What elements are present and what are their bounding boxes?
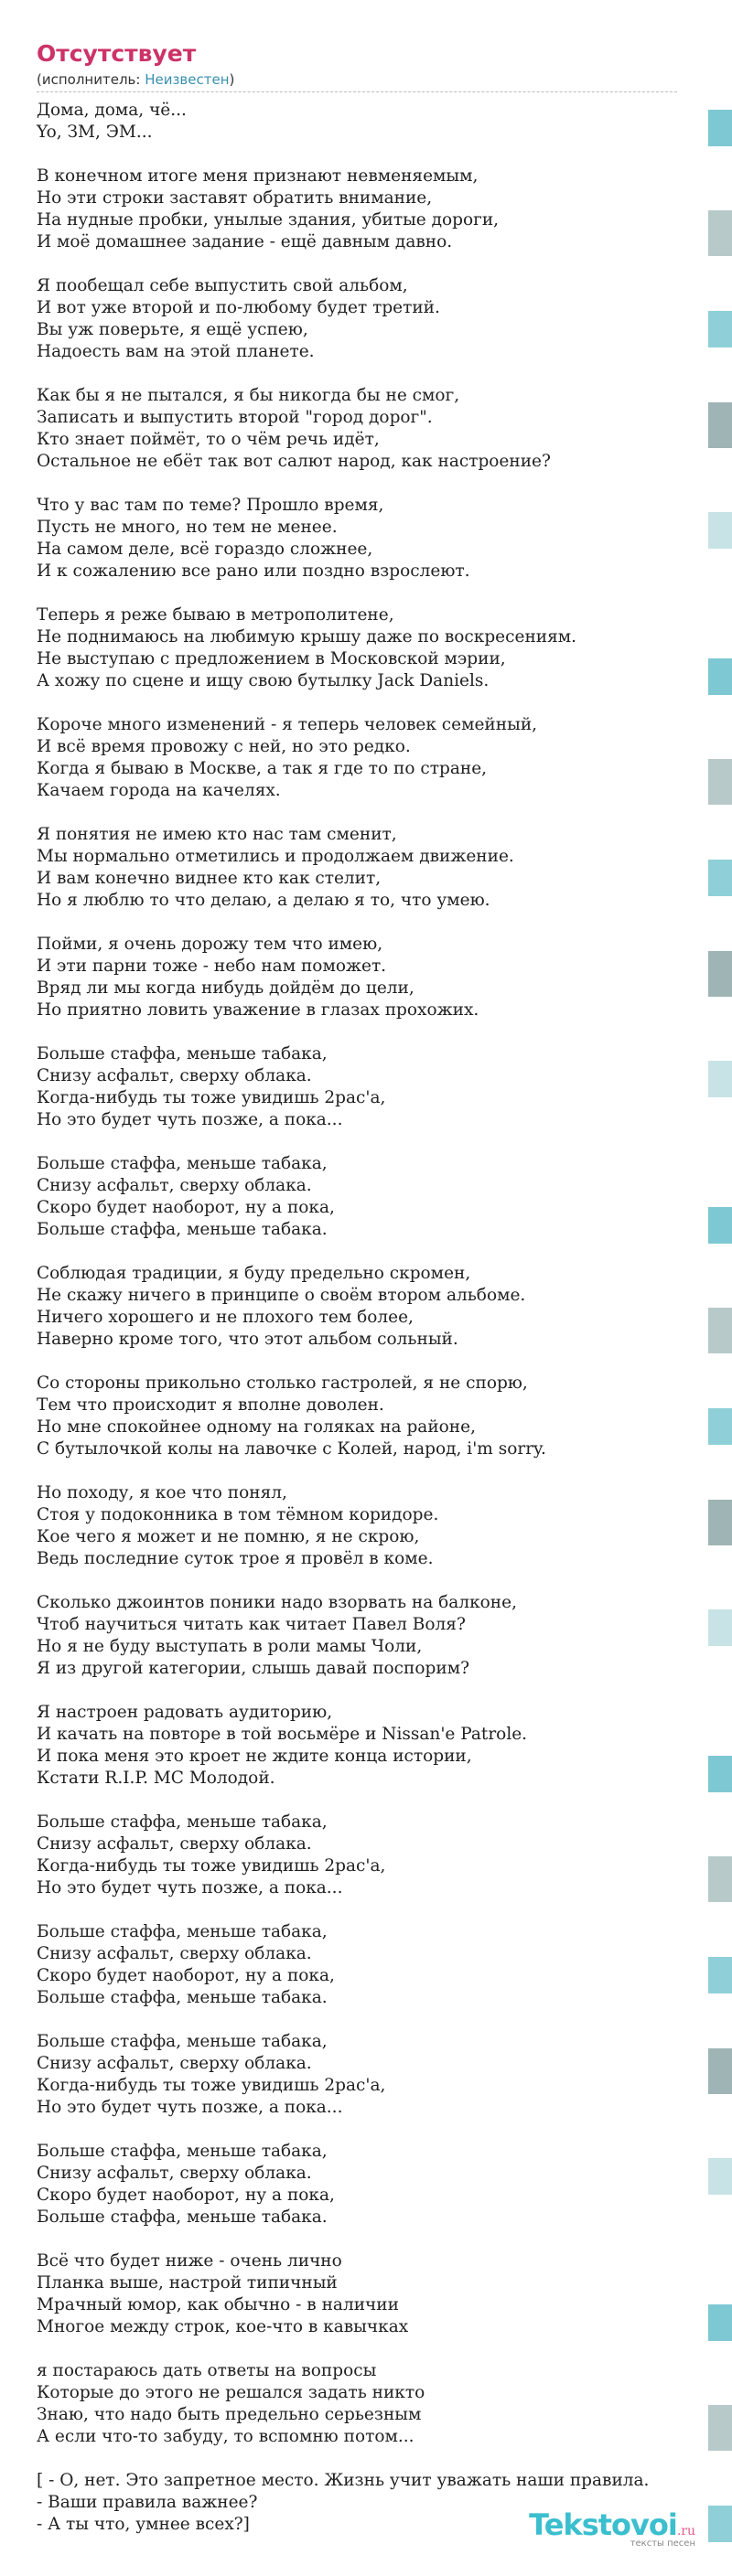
lyric-line: Больше стаффа, меньше табака, — [37, 2142, 328, 2161]
lyric-line: Но мне спокойнее одному на голяках на районе, — [37, 1417, 476, 1437]
lyric-line: Мрачный юмор, как обычно - в наличии — [37, 2295, 399, 2314]
lyric-line: Снизу асфальт, сверху облака. — [37, 1176, 312, 1195]
lyric-line: Когда-нибудь ты тоже увидишь 2рас'а, — [37, 1088, 386, 1107]
lyrics-stanza — [37, 1482, 695, 1570]
lyric-line: Знаю, что надо быть предельно серьезным — [37, 2405, 422, 2424]
lyric-line: Вряд ли мы когда нибудь дойдём до цели, — [37, 978, 414, 998]
artist-suffix: ) — [229, 71, 235, 88]
lyric-line: Кое чего я может и не помню, я не скрою, — [37, 1527, 420, 1546]
lyric-line: Больше стаффа, меньше табака, — [37, 1922, 328, 1941]
lyric-line: [ - О, нет. Это запретное место. Жизнь учит уважать наши правила. — [37, 2471, 650, 2490]
lyric-line: Но это будет чуть позже, а пока... — [37, 1878, 343, 1897]
lyric-line: Дома, дома, чё... — [37, 101, 187, 120]
lyric-line: Скоро будет наоборот, ну а пока, — [37, 1966, 335, 1985]
lyric-line: Снизу асфальт, сверху облака. — [37, 1944, 312, 1963]
lyric-line: Больше стаффа, меньше табака, — [37, 1812, 328, 1832]
lyrics-stanza — [37, 2360, 695, 2448]
logo-subtitle: тексты песен — [630, 2539, 695, 2549]
lyrics-stanza — [37, 2250, 695, 2338]
lyrics-stanza — [37, 1812, 695, 1899]
lyric-line: Короче много изменений - я теперь человек семейный, — [37, 715, 538, 734]
lyric-line: - А ты что, умнее всех?] — [37, 2515, 250, 2534]
title-divider — [37, 91, 677, 92]
lyric-line: Ведь последние суток трое я провёл в коме. — [37, 1549, 434, 1568]
lyric-line: И к сожалению все рано или поздно взрослеют. — [37, 561, 470, 581]
lyric-line: Но это будет чуть позже, а пока... — [37, 1110, 343, 1129]
lyric-line: Больше стаффа, меньше табака. — [37, 2207, 328, 2227]
song-title: Отсутствует — [37, 40, 197, 67]
lyrics-stanza — [37, 604, 695, 692]
lyric-line: Планка выше, настрой типичный — [37, 2273, 338, 2293]
lyric-line: Снизу асфальт, сверху облака. — [37, 2164, 312, 2183]
lyric-line: Но я люблю то что делаю, а делаю я то, что умею. — [37, 891, 490, 910]
logo-domain: .ru — [676, 2524, 695, 2539]
lyric-line: Не поднимаюсь на любимую крышу даже по воскресениям. — [37, 627, 577, 647]
lyrics-stanza — [37, 1373, 695, 1460]
lyric-line: Снизу асфальт, сверху облака. — [37, 2054, 312, 2073]
artist-prefix: (исполнитель: — [37, 71, 145, 88]
lyric-line: И качать на повторе в той восьмёре и Nissan'e Patrole. — [37, 1725, 528, 1744]
lyric-line: Но походу, я кое что понял, — [37, 1483, 287, 1502]
lyrics-stanza — [37, 495, 695, 583]
lyric-line: Но эти строки заставят обратить внимание, — [37, 188, 433, 208]
lyric-line: Я понятия не имею кто нас там сменит, — [37, 825, 397, 844]
lyric-line: Которые до этого не решался задать никто — [37, 2383, 425, 2402]
lyric-line: Когда я бываю в Москве, а так я где то по стране, — [37, 759, 488, 778]
lyric-line: Кстати R.I.P. MC Молодой. — [37, 1769, 275, 1788]
lyrics-stanza — [37, 1263, 695, 1351]
lyrics-body — [37, 100, 695, 2536]
lyric-line: Больше стаффа, меньше табака. — [37, 1220, 328, 1239]
lyric-line: Не выступаю с предложением в Московской мэрии, — [37, 649, 506, 668]
lyric-line: А хожу по сцене и ищу свою бутылку Jack Daniels. — [37, 671, 490, 690]
lyric-line: Больше стаффа, меньше табака, — [37, 1044, 328, 1064]
lyrics-stanza — [37, 1592, 695, 1680]
lyric-line: И пока меня это кроет не ждите конца истории, — [37, 1747, 472, 1766]
lyric-line: Но я не буду выступать в роли мамы Чоли, — [37, 1637, 423, 1656]
lyric-line: Пусть не много, но тем не менее. — [37, 518, 338, 537]
lyric-line: Со стороны прикольно столько гастролей, я не спорю, — [37, 1374, 528, 1393]
lyric-line: На нудные пробки, унылые здания, убитые дороги, — [37, 210, 500, 230]
lyrics-stanza — [37, 824, 695, 912]
lyric-line: Чтоб научиться читать как читает Павел Воля? — [37, 1615, 466, 1634]
lyric-line: Скоро будет наоборот, ну а пока, — [37, 1198, 335, 1217]
lyric-line: Когда-нибудь ты тоже увидишь 2рас'а, — [37, 2076, 386, 2095]
lyric-line: Yo, ЗМ, ЭМ... — [37, 123, 153, 142]
lyric-line: И эти парни тоже - небо нам поможет. — [37, 957, 387, 976]
lyrics-stanza — [37, 1921, 695, 2009]
lyric-line: Качаем города на качелях. — [37, 781, 281, 800]
artist-link[interactable]: Неизвестен — [145, 71, 230, 88]
lyric-line: Что у вас там по теме? Прошло время, — [37, 496, 384, 515]
lyric-line: Скоро будет наоборот, ну а пока, — [37, 2186, 335, 2205]
lyric-line: И вот уже второй и по-любому будет третий. — [37, 298, 440, 317]
lyric-line: Мы нормально отметились и продолжаем движение. — [37, 847, 514, 866]
lyric-line: Снизу асфальт, сверху облака. — [37, 1834, 312, 1854]
lyric-line: С бутылочкой колы на лавочке с Колей, народ, i'm sorry. — [37, 1439, 546, 1459]
lyric-line: Остальное не ебёт так вот салют народ, как настроение? — [37, 452, 551, 471]
lyrics-stanza — [37, 275, 695, 363]
lyric-line: Тем что происходит я вполне доволен. — [37, 1395, 384, 1415]
lyric-line: Кто знает поймёт, то о чём речь идёт, — [37, 430, 380, 449]
lyric-line: Но приятно ловить уважение в глазах прохожих. — [37, 1000, 479, 1020]
lyric-line: Надоесть вам на этой планете. — [37, 342, 315, 361]
lyrics-stanza — [37, 100, 695, 144]
lyric-line: Теперь я реже бываю в метрополитене, — [37, 605, 394, 625]
lyric-line: Я из другой категории, слышь давай поспорим? — [37, 1659, 469, 1678]
lyric-line: Я пообещал себе выпустить свой альбом, — [37, 276, 408, 295]
decorative-side-stripes — [708, 0, 732, 2576]
lyric-line: Соблюдая традиции, я буду предельно скромен, — [37, 1264, 471, 1283]
lyric-line: Когда-нибудь ты тоже увидишь 2рас'а, — [37, 1856, 386, 1876]
lyric-line: Снизу асфальт, сверху облака. — [37, 1066, 312, 1085]
site-logo[interactable] — [529, 2507, 695, 2549]
lyrics-stanza — [37, 166, 695, 253]
lyric-line: Наверно кроме того, что этот альбом сольный. — [37, 1330, 458, 1349]
logo-text: Tekstovoi — [529, 2507, 677, 2542]
artist-line — [37, 71, 695, 88]
lyric-line: Не скажу ничего в принципе о своём втором альбоме. — [37, 1286, 526, 1305]
lyric-line: И вам конечно виднее кто как стелит, — [37, 869, 382, 888]
lyric-line: Записать и выпустить второй "город дорог". — [37, 408, 433, 427]
lyric-line: В конечном итоге меня признают невменяемым, — [37, 166, 479, 186]
lyric-line: Пойми, я очень дорожу тем что имею, — [37, 935, 383, 954]
lyric-line: А если что-то забуду, то вспомню потом... — [37, 2427, 414, 2446]
lyric-line: Многое между строк, кое-что в кавычках — [37, 2317, 409, 2336]
lyrics-stanza — [37, 1153, 695, 1241]
lyric-line: Но это будет чуть позже, а пока... — [37, 2098, 343, 2117]
lyrics-stanza — [37, 934, 695, 1021]
lyric-line: Больше стаффа, меньше табака. — [37, 1988, 328, 2007]
lyrics-stanza — [37, 1043, 695, 1131]
lyric-line: - Ваши правила важнее? — [37, 2493, 258, 2512]
lyrics-stanza — [37, 1702, 695, 1790]
lyrics-page — [37, 40, 695, 2558]
lyric-line: Всё что будет ниже - очень лично — [37, 2251, 342, 2271]
lyric-line: И всё время провожу с ней, но это редко. — [37, 737, 411, 756]
lyrics-stanza — [37, 2141, 695, 2229]
lyric-line: я постараюсь дать ответы на вопросы — [37, 2361, 377, 2380]
lyrics-stanza — [37, 714, 695, 802]
lyric-line: И моё домашнее задание - ещё давным давно. — [37, 232, 453, 251]
lyric-line: Как бы я не пытался, я бы никогда бы не смог, — [37, 386, 460, 405]
lyric-line: Вы уж поверьте, я ещё успею, — [37, 320, 308, 339]
lyric-line: Больше стаффа, меньше табака, — [37, 1154, 328, 1173]
lyric-line: Сколько джоинтов поники надо взорвать на балконе, — [37, 1593, 517, 1612]
lyric-line: Стоя у подоконника в том тёмном коридоре. — [37, 1505, 439, 1524]
lyric-line: Больше стаффа, меньше табака, — [37, 2032, 328, 2051]
lyrics-stanza — [37, 385, 695, 473]
lyric-line: На самом деле, всё гораздо сложнее, — [37, 540, 373, 559]
lyric-line: Я настроен радовать аудиторию, — [37, 1703, 333, 1722]
lyrics-stanza — [37, 2031, 695, 2119]
lyric-line: Ничего хорошего и не плохого тем более, — [37, 1308, 414, 1327]
